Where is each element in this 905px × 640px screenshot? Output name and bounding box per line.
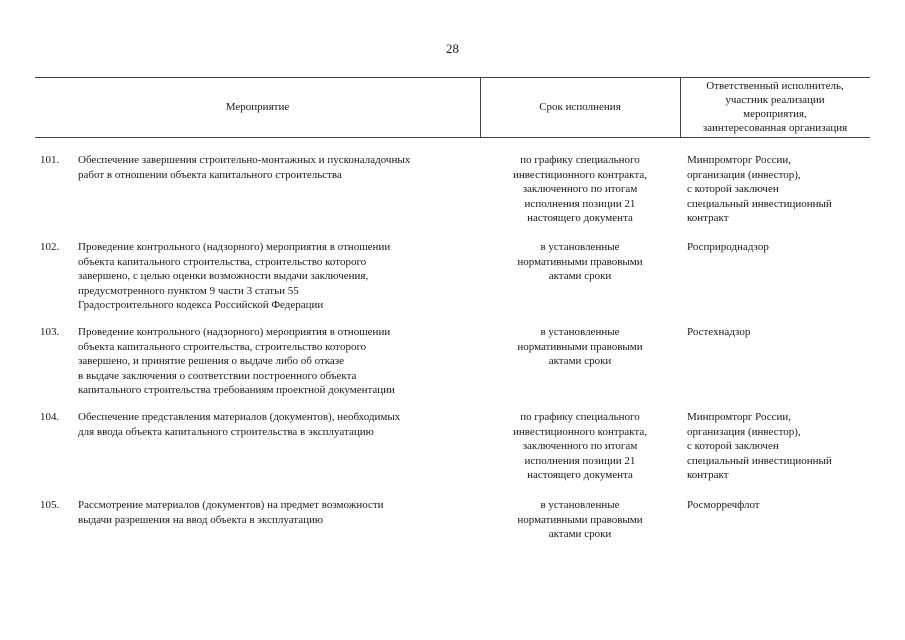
- row-responsible: [687, 325, 867, 340]
- row-deadline-line: актами сроки: [548, 355, 612, 368]
- row-responsible-line: Росприроднадзор: [687, 241, 769, 253]
- row-number: 101.: [40, 154, 60, 166]
- row-responsible-line: с которой заключен: [687, 440, 779, 453]
- row-responsible: [687, 498, 867, 513]
- header-activity: Мероприятие: [225, 101, 290, 113]
- row-activity: [78, 410, 478, 439]
- row-number: 102.: [40, 241, 60, 253]
- row-deadline-line: нормативными правовыми: [517, 255, 643, 268]
- row-responsible-line: организация (инвестор),: [687, 168, 801, 181]
- row-deadline-line: актами сроки: [548, 270, 612, 283]
- row-responsible-line: специальный инвестиционный: [687, 454, 832, 467]
- row-deadline-line: исполнения позиции 21: [524, 454, 636, 467]
- row-responsible: [687, 240, 867, 255]
- header-deadline: Срок исполнения: [539, 101, 621, 113]
- row-responsible-line: Ростехнадзор: [687, 326, 751, 338]
- row-deadline: [480, 325, 680, 369]
- row-activity: [78, 325, 478, 398]
- row-deadline-line: настоящего документа: [527, 212, 633, 225]
- row-deadline: [480, 153, 680, 226]
- page-number: 28: [446, 41, 459, 56]
- row-activity: [78, 153, 478, 182]
- header-responsible-line: участник реализации: [725, 94, 825, 106]
- header-responsible: [680, 79, 870, 135]
- header-responsible-line: Ответственный исполнитель,: [706, 80, 844, 92]
- row-responsible-line: с которой заключен: [687, 183, 779, 196]
- row-deadline-line: исполнения позиции 21: [524, 197, 636, 210]
- row-deadline: [480, 240, 680, 284]
- row-activity-line: Рассмотрение материалов (документов) на предмет возможности: [78, 499, 384, 511]
- row-responsible: [687, 410, 867, 483]
- row-responsible-line: Росморречфлот: [687, 499, 760, 511]
- row-responsible-line: контракт: [687, 469, 729, 482]
- row-deadline-line: заключенного по итогам: [522, 440, 638, 453]
- row-deadline-line: в установленные: [540, 326, 620, 338]
- row-activity-line: объекта капитального строительства, строительство которого: [78, 340, 367, 353]
- header-responsible-line: заинтересованная организация: [702, 122, 848, 134]
- row-activity-line: предусмотренного пунктом 9 части 3 статьи 55: [78, 284, 299, 297]
- row-responsible-line: Минпромторг России,: [687, 154, 792, 166]
- row-deadline-line: нормативными правовыми: [517, 513, 643, 526]
- row-number: 104.: [40, 411, 60, 423]
- row-activity-line: капитального строительства требованиям проектной документации: [78, 384, 395, 397]
- row-activity-line: завершено, и принятие решения о выдаче либо об отказе: [78, 355, 345, 368]
- row-deadline-line: по графику специального: [520, 411, 640, 423]
- row-activity-line: объекта капитального строительства, строительство которого: [78, 255, 367, 268]
- table-header-bottom-rule: [35, 137, 870, 138]
- row-responsible-line: организация (инвестор),: [687, 425, 801, 438]
- row-deadline-line: настоящего документа: [527, 469, 633, 482]
- row-activity: [78, 498, 478, 527]
- row-deadline-line: в установленные: [540, 241, 620, 253]
- row-deadline: [480, 498, 680, 542]
- row-activity-line: Проведение контрольного (надзорного) мероприятия в отношении: [78, 326, 391, 338]
- header-responsible-line: мероприятия,: [743, 108, 807, 120]
- row-responsible-line: Минпромторг России,: [687, 411, 792, 423]
- row-activity-line: завершено, с целью оценки возможности выдачи заключения,: [78, 270, 369, 283]
- row-activity-line: для ввода объекта капитального строительства в эксплуатацию: [78, 425, 374, 438]
- row-activity-line: в выдаче заключения о соответствии построенного объекта: [78, 369, 357, 382]
- row-deadline-line: в установленные: [540, 499, 620, 511]
- row-responsible: [687, 153, 867, 226]
- row-deadline-line: инвестиционного контракта,: [513, 168, 647, 181]
- row-responsible-line: специальный инвестиционный: [687, 197, 832, 210]
- row-deadline-line: по графику специального: [520, 154, 640, 166]
- row-number: 105.: [40, 499, 60, 511]
- table-header-top-rule: [35, 77, 870, 78]
- row-activity-line: Обеспечение завершения строительно-монтажных и пусконаладочных: [78, 154, 411, 166]
- row-activity-line: Проведение контрольного (надзорного) мероприятия в отношении: [78, 241, 391, 253]
- row-deadline-line: заключенного по итогам: [522, 183, 638, 196]
- row-deadline-line: актами сроки: [548, 528, 612, 541]
- row-activity: [78, 240, 478, 313]
- row-activity-line: Обеспечение представления материалов (документов), необходимых: [78, 411, 401, 423]
- row-deadline-line: инвестиционного контракта,: [513, 425, 647, 438]
- row-deadline: [480, 410, 680, 483]
- row-activity-line: выдачи разрешения на ввод объекта в эксплуатацию: [78, 513, 324, 526]
- row-activity-line: Градостроительного кодекса Российской Федерации: [78, 299, 324, 312]
- row-responsible-line: контракт: [687, 212, 729, 225]
- row-deadline-line: нормативными правовыми: [517, 340, 643, 353]
- row-number: 103.: [40, 326, 60, 338]
- row-activity-line: работ в отношении объекта капитального строительства: [78, 168, 342, 181]
